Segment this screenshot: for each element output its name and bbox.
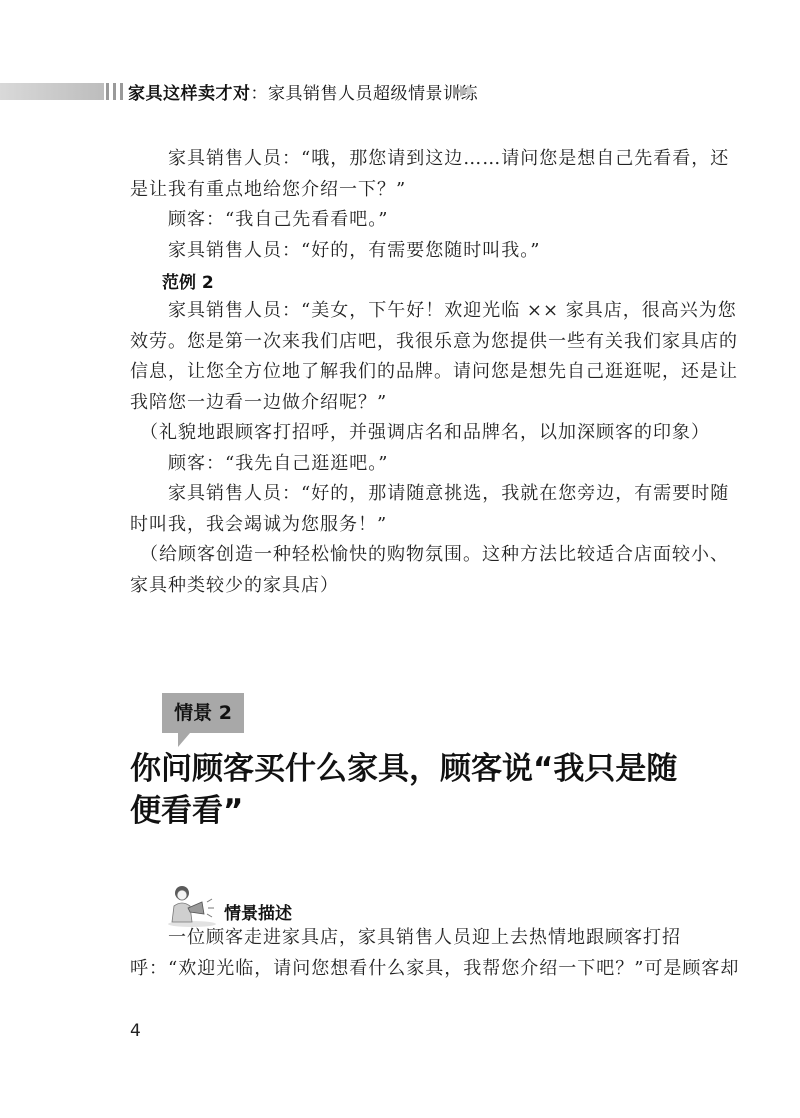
text-line: 一位顾客走进家具店，家具销售人员迎上去热情地跟顾客打招 [130, 927, 681, 948]
header-bars [106, 83, 123, 100]
book-subtitle: ：家具销售人员超级情景训练 [250, 84, 478, 104]
text-line: 家具销售人员：“好的，那请随意挑选，我就在您旁边，有需要时随 [130, 483, 730, 504]
text-line: 时叫我，我会竭诚为您服务！” [130, 514, 388, 535]
text-line: （给顾客创造一种轻松愉快的购物氛围。这种方法比较适合店面较小、 [130, 544, 729, 565]
page-number: 4 [130, 1021, 141, 1041]
text-line: 是让我有重点地给您介绍一下？” [130, 179, 407, 200]
text-line: 我陪您一边看一边做介绍呢？” [130, 392, 388, 413]
text-line: （礼貌地跟顾客打招呼，并强调店名和品牌名，以加深顾客的印象） [130, 422, 710, 443]
running-header [128, 79, 478, 104]
scenario-title: 你问顾客买什么家具，顾客说“我只是随便看看” [130, 751, 678, 829]
text-line: 呼：“欢迎光临，请问您想看什么家具，我帮您介绍一下吧？”可是顾客却 [130, 958, 740, 979]
text-line: 顾客：“我自己先看看吧。” [130, 209, 389, 230]
book-title: 家具这样卖才对 [128, 84, 251, 104]
example-label: 范例 2 [162, 273, 214, 293]
scenario-tag-tail [178, 733, 190, 747]
text-line: 家具销售人员：“美女，下午好！欢迎光临 ×× 家具店，很高兴为您 [130, 300, 737, 321]
text-line: 家具种类较少的家具店） [130, 575, 339, 596]
text-line: 家具销售人员：“好的，有需要您随时叫我。” [130, 240, 541, 261]
text-line: 信息，让您全方位地了解我们的品牌。请问您是想先自己逛逛呢，还是让 [130, 361, 738, 382]
salesperson-megaphone-icon [166, 884, 218, 928]
header-arrows-icon [453, 85, 474, 97]
scenario-tag: 情景 2 [162, 693, 244, 733]
text-line: 顾客：“我先自己逛逛吧。” [130, 453, 389, 474]
text-line: 效劳。您是第一次来我们店吧，我很乐意为您提供一些有关我们家具店的 [130, 331, 738, 352]
text-line: 家具销售人员：“哦，那您请到这边……请问您是想自己先看看，还 [130, 148, 730, 169]
header-band [0, 83, 104, 100]
section-label: 情景描述 [224, 904, 292, 924]
